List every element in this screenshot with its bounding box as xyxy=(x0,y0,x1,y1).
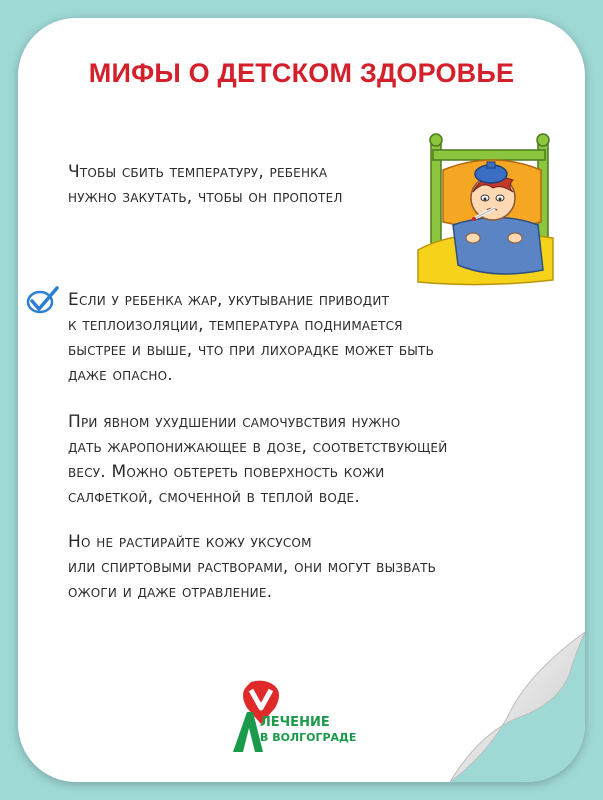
poster-card xyxy=(18,18,585,782)
sick-child-illustration xyxy=(403,130,563,290)
page-title: МИФЫ О ДЕТСКОМ ЗДОРОВЬЕ xyxy=(88,58,515,88)
fact-line: быстрее и выше, что при лихорадке может быть xyxy=(68,340,435,360)
myth-line: нужно закутать, чтобы он пропотел xyxy=(68,187,343,207)
fact-paragraph-3 xyxy=(68,530,585,605)
logo-line-1: ЛЕЧЕНИЕ xyxy=(260,715,330,730)
fact-line: весу. Можно обтереть поверхность кожи xyxy=(68,462,385,482)
logo-line-2: В ВОЛГОГРАДЕ xyxy=(260,731,357,744)
brand-logo-text xyxy=(260,715,356,745)
myth-line: Чтобы сбить температуру, ребенка xyxy=(68,162,328,182)
fact-line: даже опасно. xyxy=(68,365,173,385)
fact-line: ожоги и даже отравление. xyxy=(68,582,273,602)
myth-text xyxy=(68,160,438,210)
fact-line: Но не растирайте кожу уксусом xyxy=(68,532,312,552)
fact-line: Если у ребенка жар, укутывание приводит xyxy=(68,290,390,310)
fact-paragraph-2 xyxy=(68,410,583,510)
page-curl-decoration xyxy=(450,632,585,782)
fact-line: салфеткой, смоченной в теплой воде. xyxy=(68,487,360,507)
fact-line: к теплоизоляции, температура поднимается xyxy=(68,315,403,335)
checkmark-icon xyxy=(26,285,60,315)
fact-line: При явном ухудшении самочувствия нужно xyxy=(68,412,401,432)
fact-line: или спиртовыми растворами, они могут вызвать xyxy=(68,557,437,577)
fact-line: дать жаропонижающее в дозе, соответствующей xyxy=(68,437,448,457)
fact-paragraph-1 xyxy=(68,288,578,388)
